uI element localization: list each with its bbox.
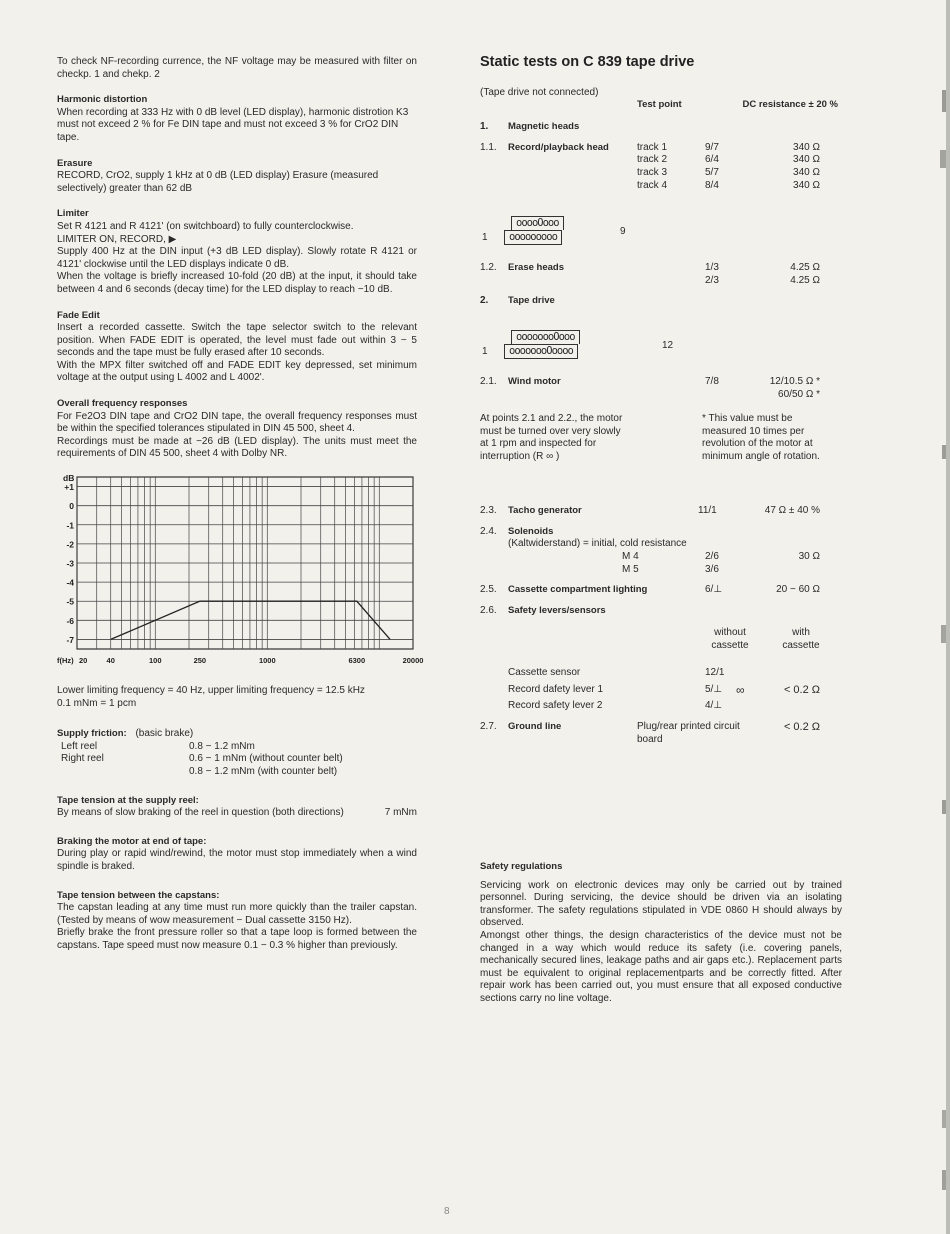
track-point: 6/4 — [705, 154, 719, 166]
s24-note: (Kaltwiderstand) = initial, cold resistance — [508, 538, 687, 550]
solenoid-value: 30 Ω — [798, 550, 820, 562]
star-note: * This value must be measured 10 times per revolution of the motor at minimum angle of rotation. — [702, 413, 820, 462]
track-name: track 1 — [637, 141, 668, 153]
x-tick-label: 1000 — [258, 656, 276, 666]
track-row — [480, 142, 842, 155]
friction-sub: (basic brake) — [135, 728, 194, 740]
track-name: track 4 — [637, 179, 668, 191]
friction-heading: Supply friction: — [57, 728, 127, 740]
right-column — [480, 56, 842, 1006]
table-header — [480, 99, 842, 113]
track-point: 9/7 — [705, 141, 719, 153]
safety-text-1: Servicing work on electronic devices may only be carried out by trained personnel. During servicing, the device should be driven via an isolating transformer. The safety regulations stipulated in VDE 0860 H should always by observed. — [480, 879, 842, 929]
s11-label: Record/playback head — [508, 141, 609, 153]
sensor-point: 12/1 — [705, 667, 725, 679]
track-row — [480, 154, 842, 167]
erasure-body: RECORD, CrO2, supply 1 kHz at 0 dB (LED display) Erasure (measured selectively) greater than 62 dB — [57, 170, 379, 194]
y-tick-label: 0 — [69, 501, 74, 512]
connector-2-pin-right: 12 — [662, 339, 674, 351]
chart-caption-1: Lower limiting frequency = 40 Hz, upper limiting frequency = 12.5 kHz — [57, 685, 365, 697]
cassette-header — [480, 627, 842, 667]
capstan-text-2: Briefly brake the front pressure roller so that a tape loop is formed between the capstans. Tape speed must now measure 0.1 − 0.3 % higher than previously. — [57, 927, 417, 951]
header-dc-resistance: DC resistance ± 20 % — [742, 99, 838, 111]
scan-edge-shadow — [924, 0, 950, 1234]
y-tick-label: +1 — [64, 482, 74, 493]
s23-value: 47 Ω ± 40 % — [764, 505, 820, 517]
s27-value: < 0.2 Ω — [783, 721, 820, 734]
braking-body: During play or rapid wind/rewind, the motor must stop immediately when a wind spindle is braked. — [57, 848, 417, 872]
y-tick-label: -3 — [66, 558, 74, 569]
solenoid-name: M 4 — [622, 550, 639, 562]
connector-diagram-2 — [480, 326, 842, 370]
s21-point: 7/8 — [705, 375, 719, 387]
sensor-name: Record dafety lever 1 — [508, 683, 604, 695]
s2-label: Tape drive — [508, 295, 555, 307]
s21-num: 2.1. — [480, 375, 497, 387]
tension-value: 7 mNm — [384, 807, 417, 819]
left-column — [57, 56, 424, 953]
track-name: track 3 — [637, 166, 668, 178]
s25-value: 20 − 60 Ω — [776, 584, 820, 596]
s21-value-2: 60/50 Ω * — [778, 388, 820, 400]
harmonic-body: When recording at 333 Hz with 0 dB level (LED display), harmonic distrotion K3 must not exceed 2 % for Fe DIN tape and must not exceed 3 % for CrO2 DIN tape. — [57, 106, 409, 143]
ground-line-row — [480, 721, 842, 749]
overall-text-2: Recordings must be made at −26 dB (LED display). The units must meet the requirements of DIN 45 500, sheet 4 with Dolby NR. — [57, 435, 417, 460]
s24-label: Solenoids — [508, 525, 554, 537]
y-tick-label: -5 — [66, 596, 74, 607]
friction-right-value-1: 0.6 − 1 mNm (without counter belt) — [189, 753, 343, 765]
sensor-name: Record safety lever 2 — [508, 700, 603, 712]
erase-point: 2/3 — [705, 274, 719, 286]
s27-point: Plug/rear printed circuit board — [637, 721, 740, 745]
x-tick-label: 40 — [106, 656, 115, 666]
fade-heading: Fade Edit — [57, 309, 100, 321]
s24-num: 2.4. — [480, 525, 497, 537]
x-tick-label: 250 — [193, 656, 207, 666]
y-tick-label: -4 — [66, 577, 74, 588]
friction-right-value-2: 0.8 − 1.2 mNm (with counter belt) — [189, 766, 338, 777]
connector-1-top-row: ooooOooo — [511, 216, 564, 230]
track-value: 340 Ω — [793, 179, 820, 191]
track-point: 8/4 — [705, 179, 719, 191]
s1-label: Magnetic heads — [508, 121, 580, 133]
s25-label: Cassette compartment lighting — [508, 584, 648, 596]
overall-heading: Overall frequency responses — [57, 398, 188, 410]
friction-block — [57, 728, 417, 778]
sensor-row — [480, 667, 842, 680]
x-tick-label: 20 — [79, 656, 88, 666]
solenoid-name: M 5 — [622, 563, 639, 575]
frequency-response-chart — [57, 471, 424, 677]
s26-label: Safety levers/sensors — [508, 604, 606, 616]
s27-num: 2.7. — [480, 721, 497, 733]
limiter-heading: Limiter — [57, 208, 89, 220]
y-tick-label: -7 — [66, 634, 74, 645]
track-row — [480, 180, 842, 193]
x-tick-label: 20000 — [402, 656, 424, 666]
with-cassette-label: with cassette — [782, 627, 820, 651]
s23-num: 2.3. — [480, 505, 497, 517]
sensor-with: < 0.2 Ω — [783, 683, 820, 696]
connector-1-pin-right: 9 — [620, 226, 626, 238]
capstan-text-1: The capstan leading at any time must run more quickly than the trailer capstan. (Tested by means of wow measurement − Dual cassette 3150 Hz). — [57, 902, 417, 926]
braking-heading: Braking the motor at end of tape: — [57, 835, 207, 847]
connector-diagram-1 — [480, 212, 842, 256]
safety-heading: Safety regulations — [480, 861, 563, 873]
capstan-heading: Tape tension between the capstans: — [57, 889, 220, 901]
connector-2-bottom-row: oooooooOoooo — [504, 344, 578, 359]
y-tick-label: -1 — [66, 520, 74, 531]
track-name: track 2 — [637, 154, 668, 166]
connector-2-top-row: oooooooOooo — [511, 330, 580, 344]
chart-caption-2: 0.1 mNm = 1 pcm — [57, 697, 137, 709]
fade-text-1: Insert a recorded cassette. Switch the tape selector switch to the relevant position. When FADE EDIT is operated, the level must fade out within 3 − 5 seconds and the tape must be fully erased after 10 seconds. — [57, 322, 417, 359]
track-value: 340 Ω — [793, 166, 820, 178]
friction-right-label: Right reel — [61, 753, 104, 765]
sensor-point: 5/⊥ — [705, 683, 723, 695]
safety-text-2: Amongst other things, the design characteristics of the device must not be changed in a way which would reduce its safety (i.e. covering panels, mechanically secured lines, leakage paths and air gaps etc.). Replacement parts must be equivalent to original replacementparts and be correctly fitted. After repair work has been carried out, you must ensure that all exposed conductive sections carry no line voltage. — [480, 930, 842, 1004]
header-test-point: Test point — [637, 99, 682, 111]
page-number: 8 — [444, 1206, 450, 1217]
page-title: Static tests on C 839 tape drive — [480, 54, 695, 70]
s21-value-1: 12/10.5 Ω * — [769, 375, 820, 387]
connector-1-pin-left: 1 — [482, 232, 488, 244]
x-tick-label: 100 — [149, 656, 162, 666]
solenoid-point: 3/6 — [705, 563, 719, 575]
limiter-text-1: Set R 4121 and R 4121' (on switchboard) to fully counterclockwise. — [57, 220, 354, 232]
limiter-text-4: When the voltage is briefly increased 10-fold (20 dB) at the input, it should take between 4 and 6 seconds (decay time) for the LED display to reach −10 dB. — [57, 271, 417, 295]
sensor-without: ∞ — [736, 682, 745, 697]
without-cassette-label: without cassette — [711, 627, 749, 651]
s21-label: Wind motor — [508, 375, 561, 387]
not-connected-note: (Tape drive not connected) — [480, 86, 599, 98]
fade-text-2: With the MPX filter switched off and FADE EDIT key depressed, set minimum voltage at the output using L 4002 and L 4002'. — [57, 359, 417, 384]
connector-1-bottom-row: ooooooooo — [504, 230, 562, 245]
friction-left-label: Left reel — [61, 740, 98, 752]
solenoid-point: 2/6 — [705, 550, 719, 562]
track-value: 340 Ω — [793, 154, 820, 166]
sensor-row — [480, 700, 842, 713]
x-axis-label: f(Hz) — [57, 656, 74, 666]
sensor-point: 4/⊥ — [705, 700, 723, 712]
s23-label: Tacho generator — [508, 505, 582, 517]
s25-num: 2.5. — [480, 584, 497, 596]
tension-heading: Tape tension at the supply reel: — [57, 794, 199, 806]
s1-num: 1. — [480, 121, 489, 133]
s2-num: 2. — [480, 295, 489, 307]
tension-body: By means of slow braking of the reel in question (both directions) — [57, 807, 344, 819]
points-note: At points 2.1 and 2.2., the motor must be turned over very slowly at 1 rpm and inspected for interruption (R ∞ ) — [480, 413, 623, 462]
track-row — [480, 167, 842, 180]
connector-2-pin-left: 1 — [482, 345, 488, 357]
frequency-chart-svg — [57, 471, 424, 677]
track-point: 5/7 — [705, 166, 719, 178]
solenoid-row — [480, 551, 842, 564]
s26-num: 2.6. — [480, 604, 497, 616]
harmonic-heading: Harmonic distortion — [57, 94, 148, 106]
erasure-heading: Erasure — [57, 157, 93, 169]
erase-value: 4.25 Ω — [790, 262, 820, 274]
notes-block — [480, 413, 842, 505]
erase-value: 4.25 Ω — [790, 274, 820, 286]
sensor-name: Cassette sensor — [508, 667, 581, 679]
y-axis-label: dB — [63, 473, 75, 484]
s11-num: 1.1. — [480, 141, 497, 153]
erase-point: 1/3 — [705, 262, 719, 274]
intro-text: To check NF-recording currence, the NF voltage may be measured with filter on checkp. 1 and chekp. 2 — [57, 56, 417, 80]
sensor-row — [480, 684, 842, 697]
solenoid-row — [480, 564, 842, 577]
friction-left-value: 0.8 − 1.2 mNm — [189, 740, 255, 752]
y-tick-label: -6 — [66, 615, 74, 626]
s27-label: Ground line — [508, 721, 562, 733]
limiter-text-2: LIMITER ON, RECORD, ▶ — [57, 233, 177, 245]
overall-text-1: For Fe2O3 DIN tape and CrO2 DIN tape, the overall frequency responses must be within the specified tolerances stipulated in DIN 45 500, sheet 4. — [57, 410, 417, 435]
s23-point: 11/1 — [698, 505, 717, 517]
track-value: 340 Ω — [793, 141, 820, 153]
limiter-text-3: Supply 400 Hz at the DIN input (+3 dB LED display). Slowly rotate R 4121 or 4121' clockwise until the LED displays indicate 0 dB. — [57, 246, 417, 270]
s12-num: 1.2. — [480, 262, 497, 274]
x-tick-label: 6300 — [348, 656, 366, 666]
s25-point: 6/⊥ — [705, 584, 723, 596]
y-tick-label: -2 — [66, 539, 74, 550]
s12-label: Erase heads — [508, 262, 564, 274]
